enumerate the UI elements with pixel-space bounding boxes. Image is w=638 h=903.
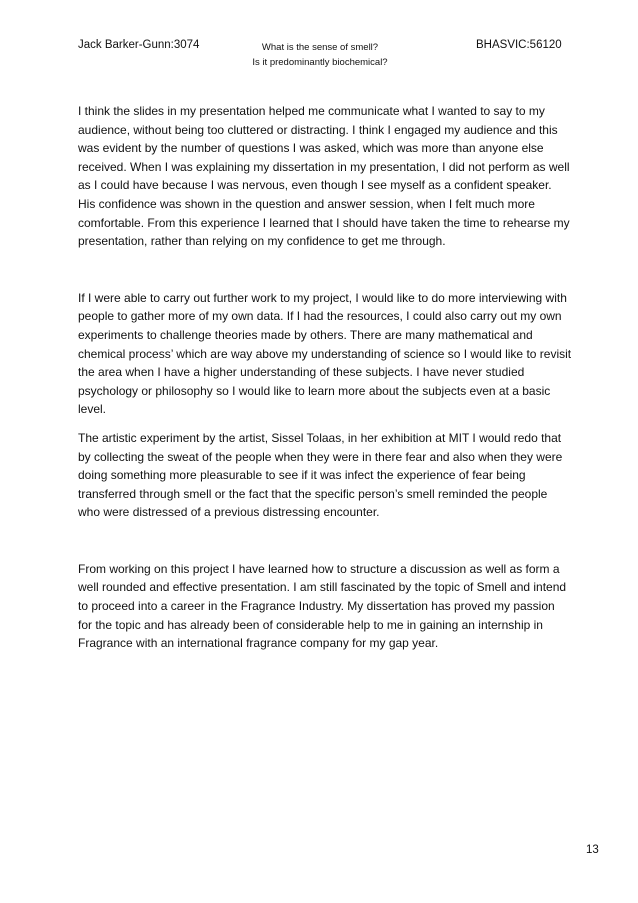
header-title-line1: What is the sense of smell? (261, 42, 379, 53)
header-title-line2: Is it predominantly biochemical? (252, 57, 388, 68)
header-author: Jack Barker-Gunn:3074 (78, 39, 200, 51)
paragraph-learnings: From working on this project I have learned how to structure a discussion as well as form a well rounded and effective presentation. I am still fascinated by the topic of Smell and intend to proceed into a career in the Fragrance Industry. My dissertation has proved my passion for the topic and has already been of considerable help to me in gaining an internship in Fragrance with an international fragrance company for my gap year. (78, 561, 567, 651)
paragraph-artistic-experiment: The artistic experiment by the artist, Sissel Tolaas, in her exhibition at MIT I would redo that by collecting the sweat of the people when they were in there fear and also when they were doing something more pleasurable to see if it was infect the experience of fear being transferred through smell or the fact that the specific person’s smell reminded the people who were distressed of a previous distressing encounter. (78, 430, 563, 520)
header-code: BHASVIC:56120 (476, 39, 562, 51)
paragraph-further-work: If I were able to carry out further work to my project, I would like to do more interviewing with people to gather more of my own data. If I had the resources, I could also carry out my own experiments to challenge theories made by others. There are many mathematical and chemical process’ which are way above my understanding of science so I would like to revisit the area when I have a higher understanding of these subjects. I have never studied psychology or philosophy so I would like to learn more about the subjects even at a basic level. (78, 290, 572, 417)
page-number: 13 (586, 844, 599, 856)
paragraph-presentation-reflection: I think the slides in my presentation helped me communicate what I wanted to say to my audience, without being too cluttered or distracting. I think I engaged my audience and this was evident by the number of questions I was asked, which was more than anyone else received. When I was explaining my dissertation in my presentation, I did not perform as well as I could have because I was nervous, even though I see myself as a confident speaker. His confidence was shown in the question and answer session, when I felt much more comfortable. From this experience I learned that I should have taken the time to rehearse my presentation, rather than relying on my confidence to get me through. (78, 104, 570, 249)
header-title (200, 40, 440, 70)
page-header (0, 33, 638, 73)
page-body (78, 102, 572, 653)
